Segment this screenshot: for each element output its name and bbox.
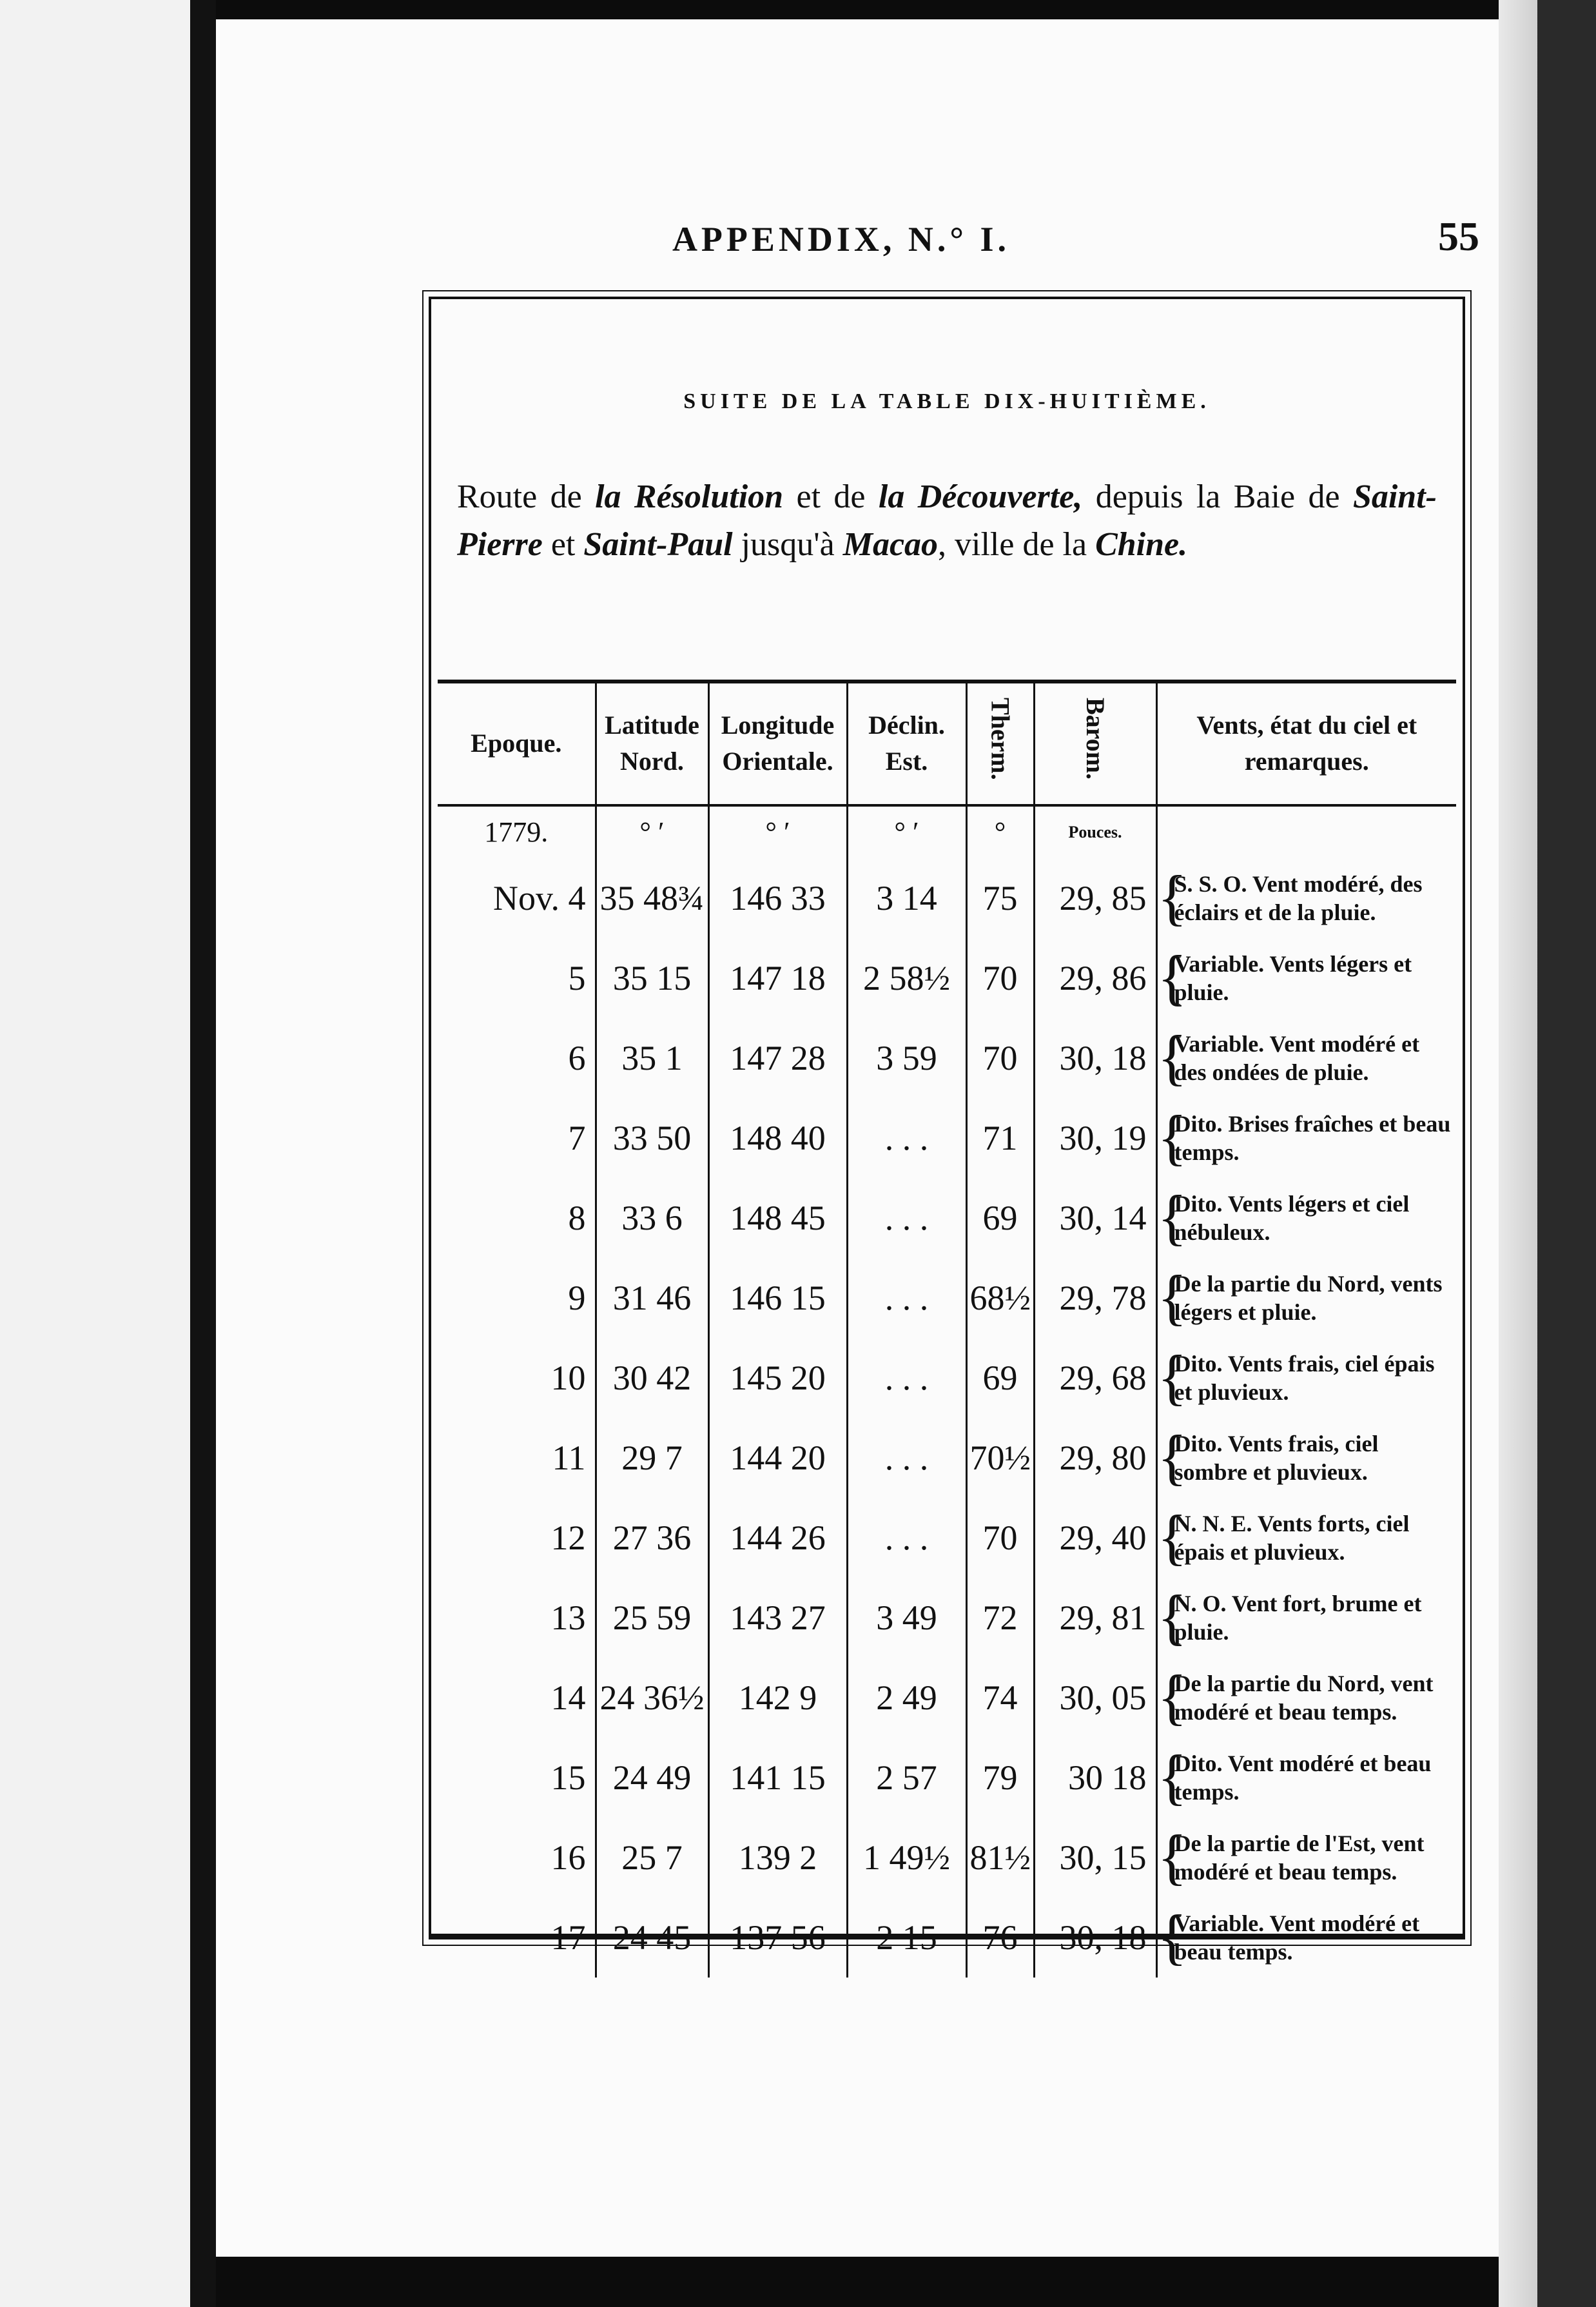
cell-weather-remarks: { Dito. Vent modéré et beau temps. <box>1156 1738 1456 1818</box>
route-text: jusqu'à <box>732 526 843 563</box>
cell-weather-remarks: { Variable. Vents légers et pluie. <box>1156 938 1456 1018</box>
cell-thermometer: 69 <box>966 1178 1034 1258</box>
table-row <box>438 858 1456 938</box>
cell-barometer: 29, 86 <box>1034 938 1156 1018</box>
cell-longitude: 146 15 <box>708 1258 847 1338</box>
cell-date: 11 <box>552 1438 586 1477</box>
cell-barometer: 30, 15 <box>1034 1818 1156 1898</box>
cell-barometer: 29, 81 <box>1034 1578 1156 1658</box>
cell-longitude: 145 20 <box>708 1338 847 1418</box>
units-row <box>438 805 1456 858</box>
cell-thermometer: 81½ <box>966 1818 1034 1898</box>
cell-weather-remarks: { Variable. Vent modéré et beau temps. <box>1156 1898 1456 1978</box>
cell-declination: 2 57 <box>847 1738 966 1818</box>
cell-thermometer: 74 <box>966 1658 1034 1738</box>
unit-vents <box>1156 805 1456 858</box>
cell-date: 13 <box>550 1598 586 1637</box>
cell-barometer: 29, 80 <box>1034 1418 1156 1498</box>
book-gutter <box>190 0 216 2307</box>
cell-barometer: 29, 40 <box>1034 1498 1156 1578</box>
cell-date: 8 <box>568 1198 586 1237</box>
page-edge <box>1499 0 1537 2307</box>
unit-latitude: ° ′ <box>596 805 708 858</box>
cell-longitude: 147 28 <box>708 1018 847 1098</box>
cell-weather-remarks: { Dito. Brises fraîches et beau temps. <box>1156 1098 1456 1178</box>
cell-thermometer: 69 <box>966 1338 1034 1418</box>
cell-latitude: 25 7 <box>596 1818 708 1898</box>
cell-thermometer: 70½ <box>966 1418 1034 1498</box>
cell-latitude: 35 48¾ <box>596 858 708 938</box>
cell-declination: . . . <box>847 1418 966 1498</box>
cell-thermometer: 72 <box>966 1578 1034 1658</box>
facing-page <box>0 0 190 2307</box>
cell-thermometer: 68½ <box>966 1258 1034 1338</box>
cell-longitude: 146 33 <box>708 858 847 938</box>
cell-barometer: 30, 14 <box>1034 1178 1156 1258</box>
cell-latitude: 29 7 <box>596 1418 708 1498</box>
cell-date: 6 <box>568 1038 586 1077</box>
cell-date: 9 <box>568 1278 586 1317</box>
cell-latitude: 24 45 <box>596 1898 708 1978</box>
cell-barometer: 29, 78 <box>1034 1258 1156 1338</box>
cell-weather-remarks: { Dito. Vents frais, ciel épais et pluvieux. <box>1156 1338 1456 1418</box>
table-bottom-rule <box>431 1934 1463 1937</box>
cell-weather-remarks: { N. N. E. Vents forts, ciel épais et pluvieux. <box>1156 1498 1456 1578</box>
cell-barometer: 30, 19 <box>1034 1098 1156 1178</box>
col-header-therm-label: Therm. <box>986 698 1015 780</box>
cell-weather-remarks: { De la partie du Nord, vents légers et pluie. <box>1156 1258 1456 1338</box>
cell-thermometer: 70 <box>966 1018 1034 1098</box>
cell-date: 7 <box>568 1118 586 1157</box>
cell-weather-remarks: { Dito. Vents frais, ciel sombre et pluvieux. <box>1156 1418 1456 1498</box>
book-page <box>216 19 1499 2257</box>
col-header-therm <box>966 682 1034 805</box>
cell-thermometer: 75 <box>966 858 1034 938</box>
cell-latitude: 31 46 <box>596 1258 708 1338</box>
col-header-longitude: Longitude Orientale. <box>708 682 847 805</box>
cell-barometer: 30, 05 <box>1034 1658 1156 1738</box>
col-header-barom-label: Barom. <box>1081 698 1110 780</box>
cell-date: Nov. 4 <box>493 878 586 918</box>
cell-longitude: 137 56 <box>708 1898 847 1978</box>
cell-date: 14 <box>550 1678 586 1717</box>
cell-thermometer: 70 <box>966 938 1034 1018</box>
table-frame <box>429 297 1465 1965</box>
cell-weather-remarks: { S. S. O. Vent modéré, des éclairs et de la pluie. <box>1156 858 1456 938</box>
cell-latitude: 35 15 <box>596 938 708 1018</box>
log-table <box>438 680 1456 1978</box>
cell-longitude: 144 26 <box>708 1498 847 1578</box>
table-row <box>438 1258 1456 1338</box>
cell-declination: . . . <box>847 1498 966 1578</box>
cell-barometer: 29, 68 <box>1034 1338 1156 1418</box>
page-number: 55 <box>1438 213 1479 259</box>
route-text: Route de <box>457 478 596 515</box>
table-row <box>438 1338 1456 1418</box>
cell-declination: . . . <box>847 1178 966 1258</box>
place-saint-paul: Saint-Paul <box>583 526 733 563</box>
cell-declination: 3 59 <box>847 1018 966 1098</box>
unit-epoque: 1779. <box>484 816 549 849</box>
cell-thermometer: 71 <box>966 1098 1034 1178</box>
table-row <box>438 1818 1456 1898</box>
cell-latitude: 30 42 <box>596 1338 708 1418</box>
cell-declination: 2 58½ <box>847 938 966 1018</box>
cell-declination: 2 15 <box>847 1898 966 1978</box>
col-header-latitude: Latitude Nord. <box>596 682 708 805</box>
cell-declination: 2 49 <box>847 1658 966 1738</box>
cell-declination: . . . <box>847 1098 966 1178</box>
running-head: APPENDIX, N.° I. <box>672 220 1011 259</box>
unit-longitude: ° ′ <box>708 805 847 858</box>
cell-date: 5 <box>568 958 586 997</box>
route-text: et de <box>783 478 879 515</box>
cell-barometer: 29, 85 <box>1034 858 1156 938</box>
place-macao: Macao <box>842 526 939 563</box>
cell-date: 16 <box>550 1838 586 1877</box>
cell-longitude: 141 15 <box>708 1738 847 1818</box>
cell-declination: 3 49 <box>847 1578 966 1658</box>
cell-longitude: 142 9 <box>708 1658 847 1738</box>
table-row <box>438 1498 1456 1578</box>
table-header-row <box>438 682 1456 805</box>
place-saint-pierre: Saint-Pierre <box>457 478 1437 563</box>
cell-declination: 1 49½ <box>847 1818 966 1898</box>
place-chine: Chine. <box>1095 526 1188 563</box>
table-row <box>438 1578 1456 1658</box>
cell-thermometer: 70 <box>966 1498 1034 1578</box>
cell-declination: . . . <box>847 1338 966 1418</box>
route-text: depuis la Baie de <box>1082 478 1353 515</box>
route-description <box>457 473 1437 569</box>
cell-latitude: 27 36 <box>596 1498 708 1578</box>
table-subtitle: SUITE DE LA TABLE DIX-HUITIÈME. <box>683 389 1211 413</box>
col-header-barom <box>1034 682 1156 805</box>
unit-declin: ° ′ <box>847 805 966 858</box>
table-row <box>438 1018 1456 1098</box>
cell-longitude: 139 2 <box>708 1818 847 1898</box>
cell-declination: . . . <box>847 1258 966 1338</box>
cell-longitude: 148 45 <box>708 1178 847 1258</box>
table-row <box>438 1658 1456 1738</box>
cell-thermometer: 79 <box>966 1738 1034 1818</box>
ship-name-decouverte: la Découverte, <box>878 478 1083 515</box>
cell-longitude: 147 18 <box>708 938 847 1018</box>
table-row <box>438 938 1456 1018</box>
table-row <box>438 1898 1456 1978</box>
unit-barom: Pouces. <box>1034 805 1156 858</box>
route-text: , ville de la <box>938 526 1096 563</box>
cell-weather-remarks: { Dito. Vents légers et ciel nébuleux. <box>1156 1178 1456 1258</box>
cell-weather-remarks: { N. O. Vent fort, brume et pluie. <box>1156 1578 1456 1658</box>
cell-latitude: 33 6 <box>596 1178 708 1258</box>
col-header-declin: Déclin. Est. <box>847 682 966 805</box>
col-header-vents: Vents, état du ciel et remarques. <box>1156 682 1456 805</box>
cell-weather-remarks: { Variable. Vent modéré et des ondées de pluie. <box>1156 1018 1456 1098</box>
cell-latitude: 35 1 <box>596 1018 708 1098</box>
table-row <box>438 1418 1456 1498</box>
cell-thermometer: 76 <box>966 1898 1034 1978</box>
cell-date: 10 <box>550 1358 586 1397</box>
cell-date: 17 <box>550 1918 586 1957</box>
cell-latitude: 24 36½ <box>596 1658 708 1738</box>
ship-name-resolution: la Résolution <box>595 478 784 515</box>
cell-latitude: 24 49 <box>596 1738 708 1818</box>
cell-latitude: 33 50 <box>596 1098 708 1178</box>
cell-longitude: 143 27 <box>708 1578 847 1658</box>
route-text: et <box>542 526 584 563</box>
cell-date: 12 <box>550 1518 586 1557</box>
cell-declination: 3 14 <box>847 858 966 938</box>
cell-longitude: 144 20 <box>708 1418 847 1498</box>
cell-barometer: 30 18 <box>1034 1738 1156 1818</box>
cell-barometer: 30, 18 <box>1034 1898 1156 1978</box>
cell-weather-remarks: { De la partie de l'Est, vent modéré et beau temps. <box>1156 1818 1456 1898</box>
unit-therm: ° <box>966 805 1034 858</box>
cell-barometer: 30, 18 <box>1034 1018 1156 1098</box>
cell-weather-remarks: { De la partie du Nord, vent modéré et beau temps. <box>1156 1658 1456 1738</box>
table-row <box>438 1178 1456 1258</box>
table-row <box>438 1098 1456 1178</box>
cell-longitude: 148 40 <box>708 1098 847 1178</box>
book-spine <box>1537 0 1596 2307</box>
col-header-epoque: Epoque. <box>438 682 596 805</box>
table-row <box>438 1738 1456 1818</box>
cell-latitude: 25 59 <box>596 1578 708 1658</box>
cell-date: 15 <box>550 1758 586 1797</box>
